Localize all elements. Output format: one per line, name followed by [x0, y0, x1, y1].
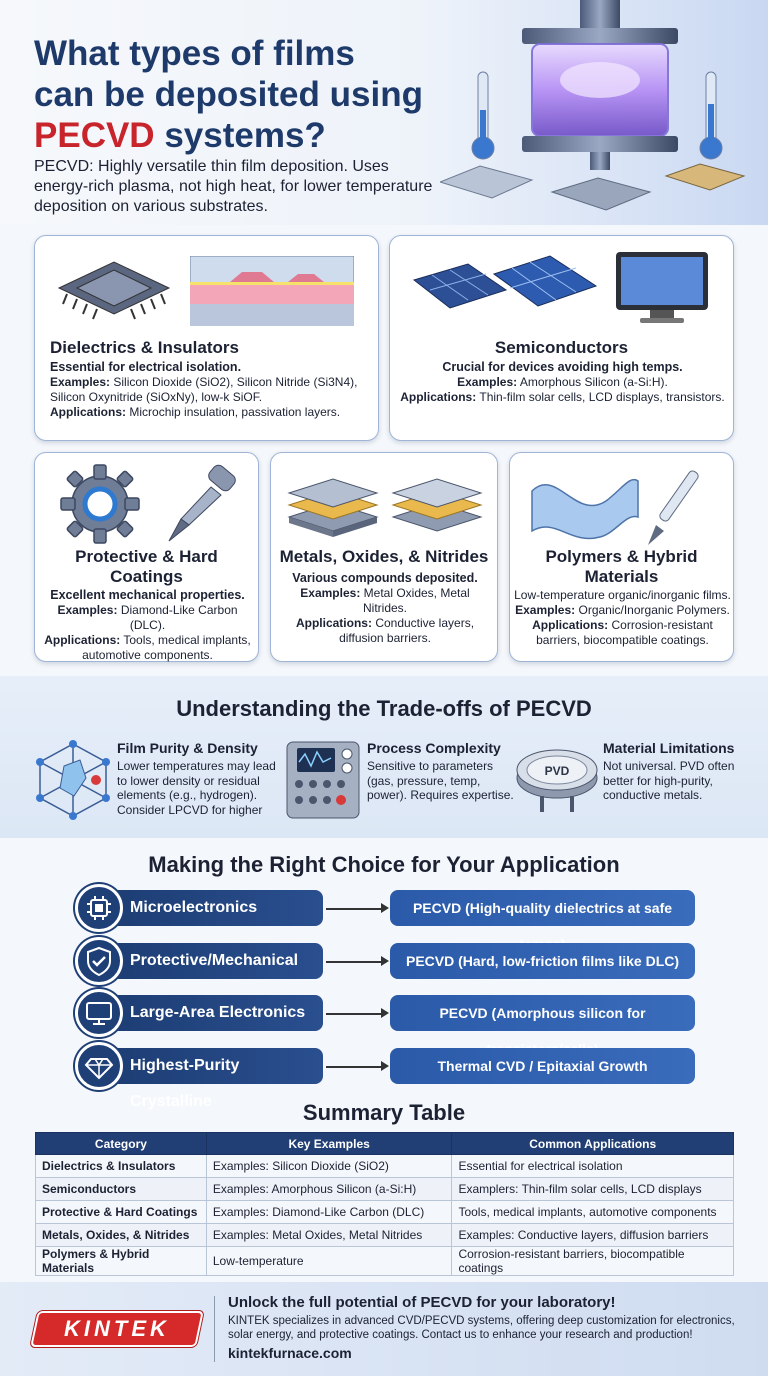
tradeoff-purity: [117, 740, 285, 817]
arrow-head-icon: [381, 903, 389, 913]
choice-recommendation: Thermal CVD / Epitaxial Growth: [390, 1048, 695, 1084]
footer-divider: [214, 1296, 215, 1362]
footer: [0, 1282, 768, 1376]
examples-label: Examples:: [457, 375, 518, 389]
title-line-3: [34, 115, 423, 156]
card-dielectrics: [34, 235, 379, 441]
footer-headline: Unlock the full potential of PECVD for your laboratory!: [228, 1294, 616, 1311]
arrow-line: [326, 1013, 382, 1015]
summary-title: Summary Table: [302, 1100, 466, 1125]
examples-text: Amorphous Silicon (a-Si:H).: [519, 375, 668, 389]
applications-label: Applications:: [50, 405, 127, 419]
table-cell: Examples: Amorphous Silicon (a-Si:H): [206, 1178, 452, 1201]
tradeoff-heading: Material Limitations: [603, 740, 735, 756]
drill-bit-tool-icon: [159, 461, 245, 547]
table-row: [36, 1247, 734, 1276]
applications-label: Applications:: [295, 616, 372, 630]
card-title: Protective & Hard Coatings: [75, 547, 218, 586]
tradeoff-heading: Process Complexity: [367, 740, 501, 756]
applications-text: Tools, medical implants, automotive components.: [82, 633, 251, 662]
arrow-line: [326, 1066, 382, 1068]
column-header: Category: [36, 1133, 207, 1155]
chip-icon: [75, 884, 123, 932]
applications-text: Microchip insulation, passivation layers.: [129, 405, 341, 419]
table-cell: Examplers: Thin-film solar cells, LCD displays: [452, 1178, 734, 1201]
table-cell: Corrosion-resistant barriers, biocompatible coatings: [452, 1247, 734, 1276]
choice-recommendation: PECVD (Hard, low-friction films like DLC): [390, 943, 695, 979]
arrow-line: [326, 908, 382, 910]
examples-label: Examples:: [300, 586, 361, 600]
arrow-head-icon: [381, 1061, 389, 1071]
table-cell: Polymers & Hybrid Materials: [36, 1247, 207, 1276]
examples-text: Diamond-Like Carbon (DLC).: [120, 603, 238, 632]
table-header-row: [36, 1133, 734, 1155]
shield-check-icon: [75, 937, 123, 985]
card-body: [277, 571, 493, 646]
card-polymers-hybrid: [509, 452, 734, 662]
title-accent: PECVD: [34, 116, 155, 155]
examples-text: Silicon Dioxide (SiO2), Silicon Nitride (Si3N4), Silicon Oxynitride (SiOxNy), low-k SiOF.: [50, 375, 358, 404]
tradeoff-text: Sensitive to parameters (gas, pressure, temp, power). Requires expertise.: [367, 759, 514, 802]
table-cell: Essential for electrical isolation: [452, 1155, 734, 1178]
applications-text: Thin-film solar cells, LCD displays, transistors.: [479, 390, 725, 404]
pvd-icon-label: PVD: [544, 764, 570, 778]
control-panel-icon: [285, 740, 361, 820]
choice-title: Making the Right Choice for Your Application: [148, 852, 620, 877]
gear-icon: [57, 461, 143, 547]
tradeoff-heading: Film Purity & Density: [117, 740, 258, 756]
arrow-line: [326, 961, 382, 963]
footer-website-link[interactable]: kintekfurnace.com: [228, 1345, 352, 1361]
choice-recommendation: PECVD (High-quality dielectrics at safe: [390, 890, 695, 926]
choice-app-microelectronics: Microelectronics: [98, 890, 323, 926]
arrow-head-icon: [381, 956, 389, 966]
card-metals-oxides-nitrides: [270, 452, 498, 662]
choice-app-large-area: Large-Area Electronics: [98, 995, 323, 1031]
layered-stack-icon: [285, 465, 485, 545]
solar-panel-icon: [410, 250, 600, 322]
card-lead: Excellent mechanical properties.: [50, 588, 245, 602]
card-body: [50, 360, 370, 420]
table-cell: Examples: Metal Oxides, Metal Nitrides: [206, 1224, 452, 1247]
page-title: [34, 33, 423, 156]
table-row: [36, 1155, 734, 1178]
flexible-film-icon: [526, 461, 722, 547]
crystal-lattice-icon: [34, 738, 112, 820]
card-lead: Essential for electrical isolation.: [50, 360, 242, 374]
applications-text: Corrosion-resistant barriers, biocompatible coatings.: [536, 618, 713, 647]
card-body: [514, 588, 731, 648]
title-line-3-rest: systems?: [154, 116, 326, 155]
examples-label: Examples:: [50, 375, 111, 389]
table-cell: Low-temperature: [206, 1247, 452, 1276]
card-title: Metals, Oxides, & Nitrides: [279, 547, 489, 566]
table-cell: Tools, medical implants, automotive components: [452, 1201, 734, 1224]
hero-description: PECVD: Highly versatile thin film deposition. Uses energy-rich plasma, not high heat, for lower temperature deposition on various substrates.: [34, 158, 433, 215]
tradeoff-text: Not universal. PVD often better for high-purity, conductive metals.: [603, 759, 735, 802]
choice-app-protective: Protective/Mechanical: [98, 943, 323, 979]
pecvd-chamber-illustration: [440, 0, 768, 225]
tradeoffs-section: [0, 676, 768, 838]
title-line-1: What types of films: [34, 34, 355, 73]
card-title: Dielectrics & Insulators: [50, 338, 239, 357]
choice-app-highest-purity: Highest-Purity Crystalline: [98, 1048, 323, 1084]
table-cell: Examples: Diamond-Like Carbon (DLC): [206, 1201, 452, 1224]
layer-cross-section-icon: [190, 256, 354, 326]
card-lead: Various compounds deposited.: [292, 571, 478, 585]
summary-table: [35, 1132, 734, 1276]
arrow-head-icon: [381, 1008, 389, 1018]
table-cell: Protective & Hard Coatings: [36, 1201, 207, 1224]
choice-recommendation: PECVD (Amorphous silicon for: [390, 995, 695, 1031]
tradeoff-text: Lower temperatures may lead to lower density or residual elements (e.g., hydrogen). Consider LPCVD for higher: [117, 759, 276, 817]
table-row: [36, 1201, 734, 1224]
diamond-icon: [75, 1042, 123, 1090]
monitor-display-icon: [612, 250, 712, 328]
examples-label: Examples:: [515, 603, 576, 617]
applications-label: Applications:: [44, 633, 121, 647]
tradeoff-material-limits: [603, 740, 743, 803]
logo-text: KINTEK: [64, 1316, 170, 1341]
card-body: [41, 588, 254, 663]
table-cell: Semiconductors: [36, 1178, 207, 1201]
card-title: Polymers & Hybrid Materials: [545, 547, 698, 586]
applications-label: Applications:: [400, 390, 477, 404]
microchip-icon: [49, 248, 179, 328]
card-semiconductors: [389, 235, 734, 441]
card-body: [400, 360, 725, 405]
title-line-2: can be deposited using: [34, 75, 423, 114]
card-lead: Low-temperature organic/inorganic films.: [514, 588, 731, 602]
card-lead: Crucial for devices avoiding high temps.: [442, 360, 683, 374]
examples-label: Examples:: [57, 603, 118, 617]
card-title: Semiconductors: [494, 338, 629, 357]
kintek-logo: [30, 1311, 204, 1347]
card-protective-coatings: [34, 452, 259, 662]
tradeoffs-title: Understanding the Trade-offs of PECVD: [176, 696, 592, 721]
column-header: Key Examples: [206, 1133, 452, 1155]
table-cell: Metals, Oxides, & Nitrides: [36, 1224, 207, 1247]
column-header: Common Applications: [452, 1133, 734, 1155]
footer-text: KINTEK specializes in advanced CVD/PECVD systems, offering deep customization for electronics, solar energy, and protective coatings. Contact us to enhance your research and production!: [228, 1315, 735, 1341]
hero-section: [0, 0, 768, 225]
examples-text: Organic/Inorganic Polymers.: [578, 603, 730, 617]
tradeoff-complexity: [367, 740, 517, 803]
table-cell: Dielectrics & Insulators: [36, 1155, 207, 1178]
table-cell: Examples: Conductive layers, diffusion barriers: [452, 1224, 734, 1247]
monitor-icon: [75, 989, 123, 1037]
table-row: [36, 1178, 734, 1201]
examples-text: Metal Oxides, Metal Nitrides.: [362, 586, 470, 615]
applications-label: Applications:: [532, 618, 609, 632]
table-cell: Examples: Silicon Dioxide (SiO2): [206, 1155, 452, 1178]
footer-content: [228, 1294, 748, 1361]
table-row: [36, 1224, 734, 1247]
pvd-target-icon: [514, 742, 600, 818]
applications-text: Conductive layers, diffusion barriers.: [339, 616, 475, 645]
